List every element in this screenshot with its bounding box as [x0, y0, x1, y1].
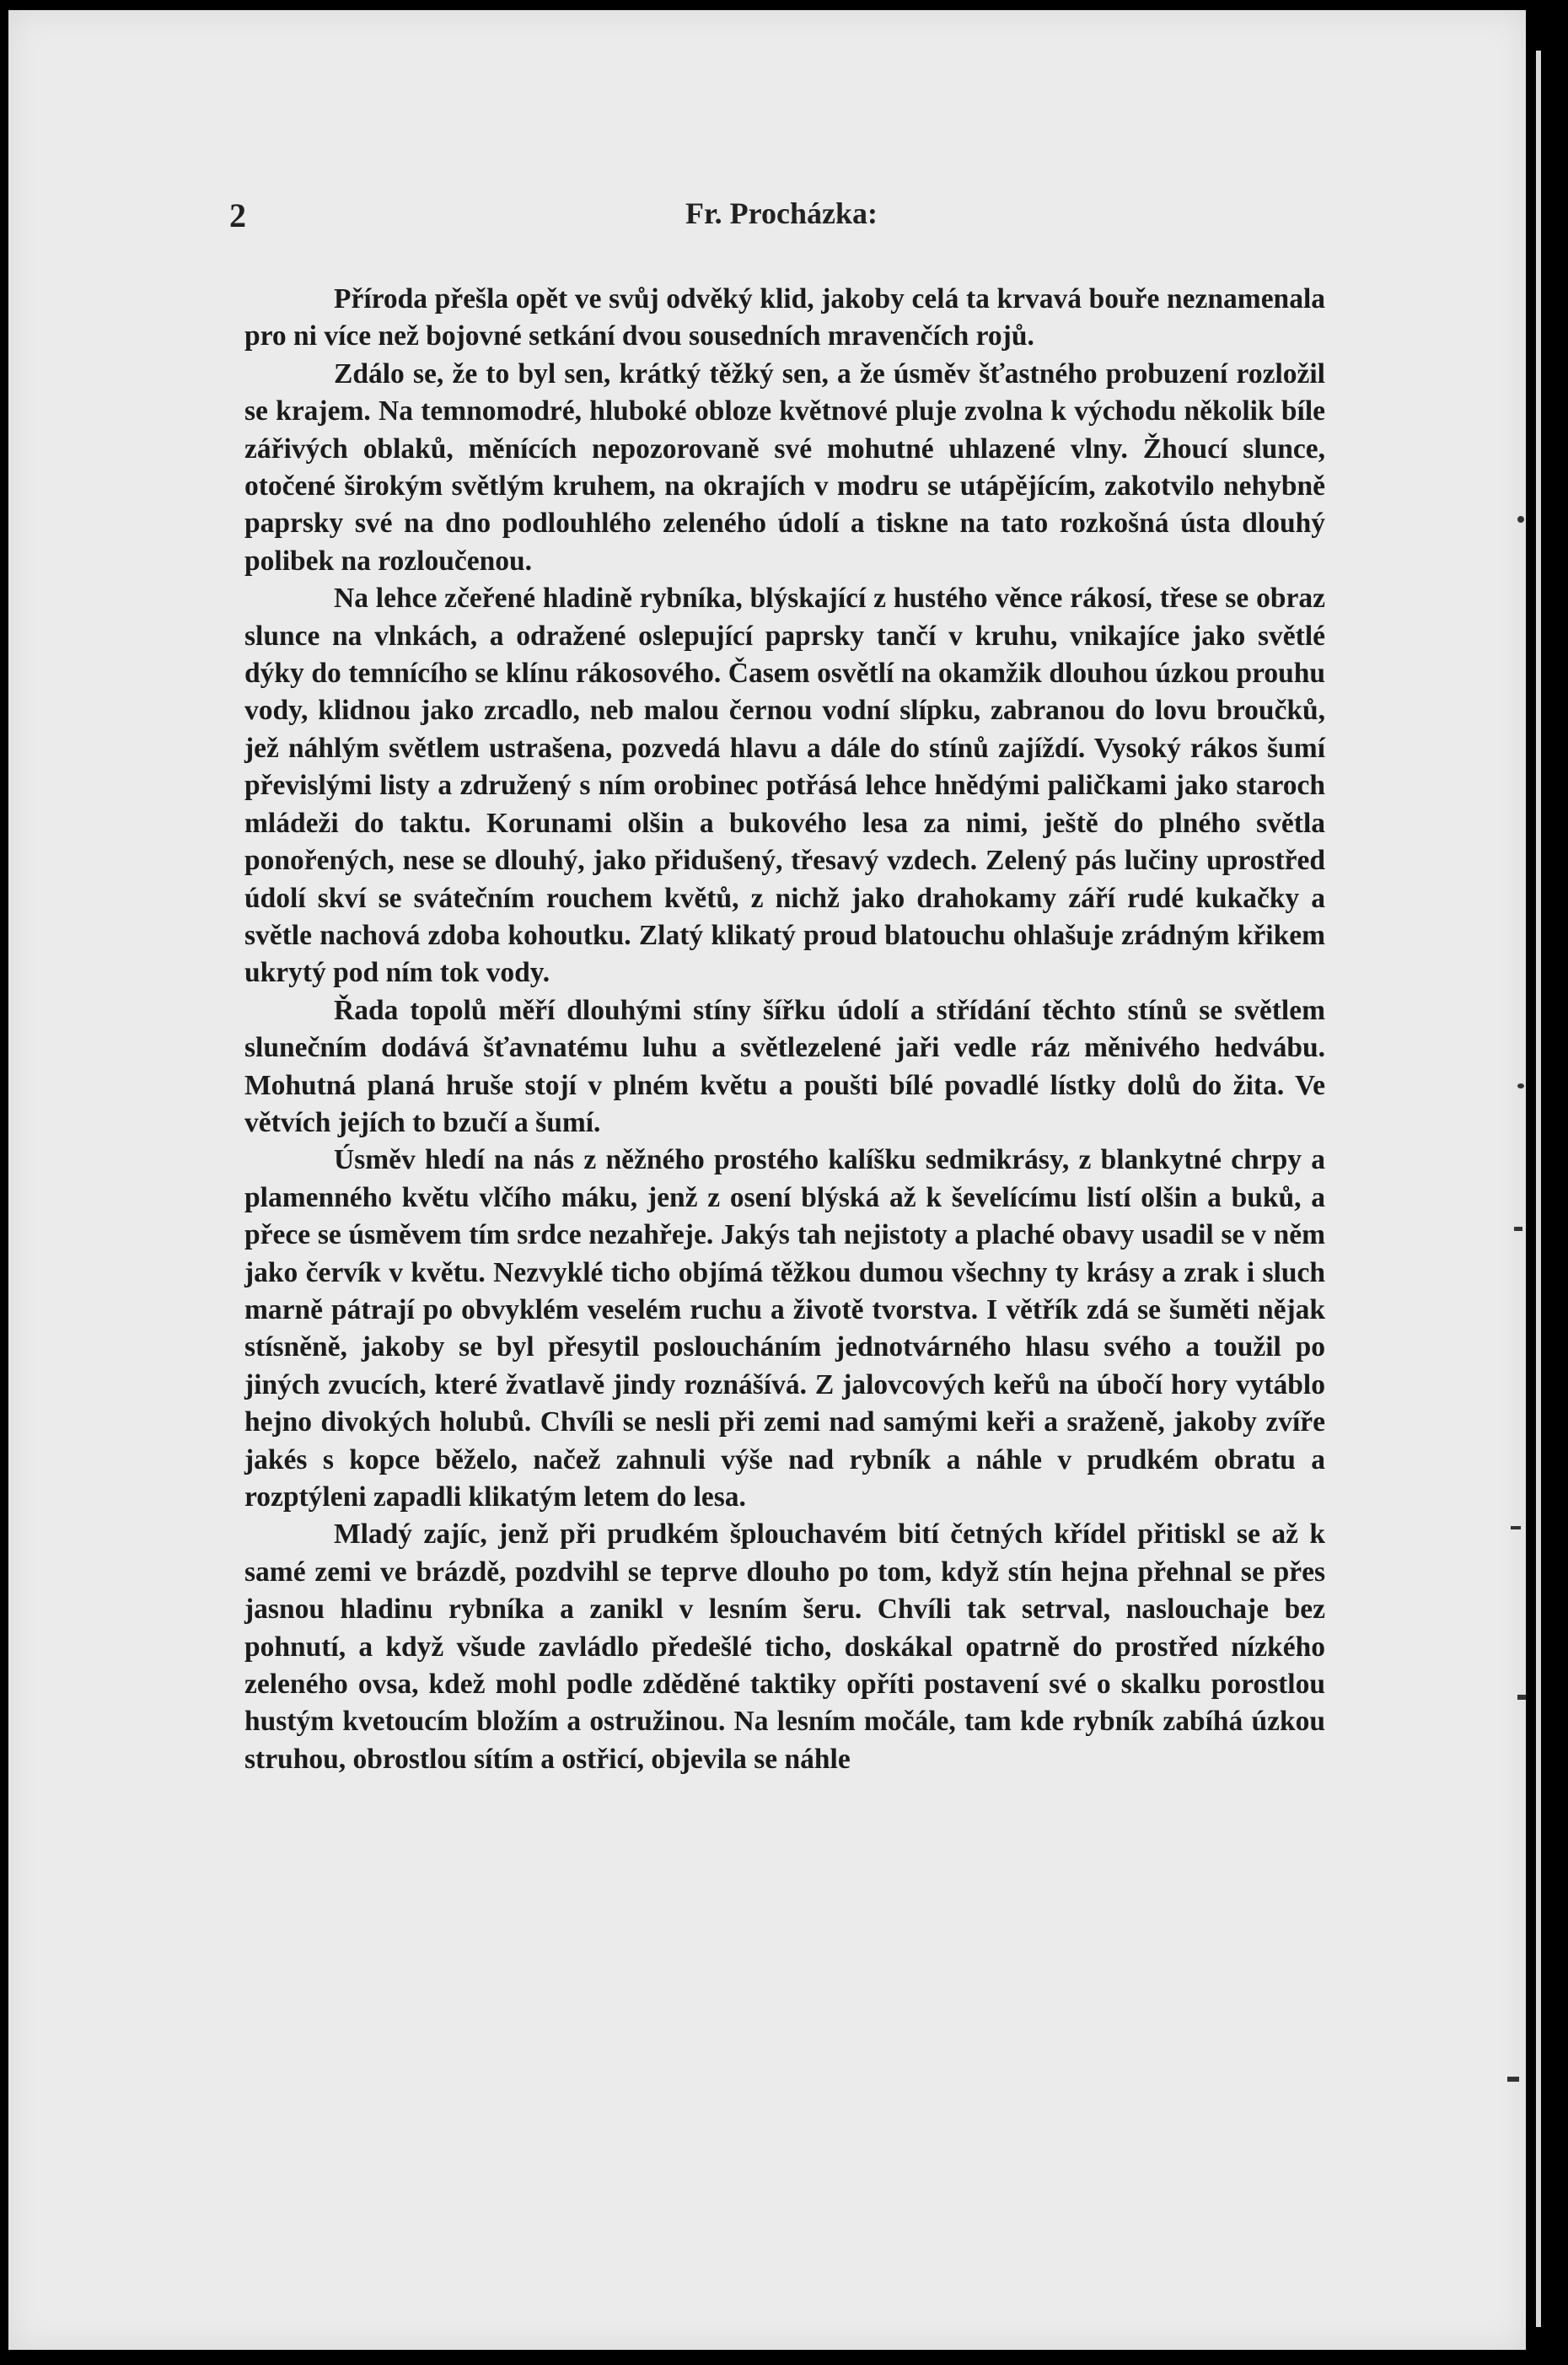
page-edge-strip — [1536, 51, 1541, 2327]
paragraph: Zdálo se, že to byl sen, krátký těžký sen, a že úsměv šťastného probuzení rozložil se krajem. Na temnomodré, hluboké obloze květnové pluje zvolna k východu několik bíle zářivých oblaků, měnících nepozorovaně své mohutné uhlazené vlny. Žhoucí slunce, otočené širokým světlým kruhem, na okrajích v modru se utápějícím, zakotvilo nehybně paprsky své na dno podlouhlého zeleného údolí a tiskne na tato rozkošná ústa dlouhý polibek na rozloučenou. — [244, 357, 1325, 577]
scan-speck — [1517, 516, 1524, 523]
paragraph: Mladý zajíc, jenž při prudkém šplouchavém bití četných křídel přitiskl se až k samé zemi ve brázdě, pozdvihl se teprve dlouho po tom, když stín hejna přehnal se přes jasnou hladinu rybníka a zanikl v lesním šeru. Chvíli tak setrval, naslouchaje bez pohnutí, a když všude zavládlo předešlé ticho, doskákal opatrně do prostřed nízkého zeleného ovsa, kdež mohl podle zděděné taktiky opříti postavení své o skalku porostlou hustým kvetoucím bložím a ostružinou. Na lesním močále, tam kde rybník zabíhá úzkou struhou, obrostlou sítím a ostřicí, objevila se náhle — [244, 1518, 1325, 1775]
paragraph: Úsměv hledí na nás z něžného prostého kalíšku sedmikrásy, z blankytné chrpy a plamenného květu vlčího máku, jenž z osení blýská až k ševelícímu listí olšin a buků, a přece se úsměvem tím srdce nezahřeje. Jakýs tah nejistoty a plaché obavy usadil se v něm jako červík v květu. Nezvyklé ticho objímá těžkou dumou všechny ty krásy a zrak i sluch marně pátrají po obvyklém veselém ruchu a životě tvorstva. I větřík zdá se šuměti nějak stísněně, jakoby se byl přesytil posloucháním jednotvárného hlasu svého a toužil po jiných zvucích, které žvatlavě jindy roznášívá. Z jalovcových keřů na úbočí hory vytáblo hejno divokých holubů. Chvíli se nesli při zemi nad samými keři a sraženě, jakoby zvíře jakés s kopce běželo, načež zahnuli výše nad rybník a náhle v prudkém obratu a rozptýleni zapadli klikatým letem do lesa. — [244, 1144, 1325, 1513]
scan-speck — [1517, 1695, 1526, 1700]
body-text — [244, 281, 1325, 1778]
paragraph: Řada topolů měří dlouhými stíny šířku údolí a střídání těchto stínů se světlem slunečním dodává šťavnatému luhu a světlezelené jaři vedle ráz měnivého hedvábu. Mohutná planá hruše stojí v plném květu a poušti bílé povadlé lístky dolů do žita. Ve větvích jejích to bzučí a šumí. — [244, 994, 1325, 1138]
running-head: Fr. Procházka: — [685, 196, 878, 230]
paragraph: Příroda přešla opět ve svůj odvěký klid, jakoby celá ta krvavá bouře neznamenala pro ni více než bojovné setkání dvou sousedních mravenčích rojů. — [244, 283, 1325, 352]
scan-speck — [1507, 2077, 1519, 2082]
scan-edge — [1526, 0, 1568, 2365]
page-number: 2 — [229, 196, 246, 234]
scan-speck — [1514, 1227, 1522, 1231]
paragraph: Na lehce zčeřené hladině rybníka, blýskající z hustého věnce rákosí, třese se obraz slunce na vlnkách, a odražené oslepující paprsky tančí v kruhu, vnikajíce jako světlé dýky do temnícího se klínu rákosového. Časem osvětlí na okamžik dlouhou úzkou prouhu vody, klidnou jako zrcadlo, neb malou černou vodní slípku, zabranou do lovu broučků, jež náhlým světlem ustrašena, pozvedá hlavu a dále do stínů zajíždí. Vysoký rákos šumí převislými listy a združený s ním orobinec potřásá lehce hnědými paličkami jako staroch mládeži do taktu. Korunami olšin a bukového lesa za nimi, ještě do plného světla ponořených, nese se dlouhý, jako přidušený, třesavý vzdech. Zelený pás lučiny uprostřed údolí skví se svátečním rouchem květů, z nichž jako drahokamy září rudé kukačky a světle nachová zdoba kohoutku. Zlatý klikatý proud blatouchu ohlašuje zrádným křikem ukrytý pod ním tok vody. — [244, 583, 1325, 989]
page-header — [0, 187, 1568, 238]
scan-speck — [1517, 1083, 1524, 1088]
scan-speck — [1511, 1526, 1521, 1529]
